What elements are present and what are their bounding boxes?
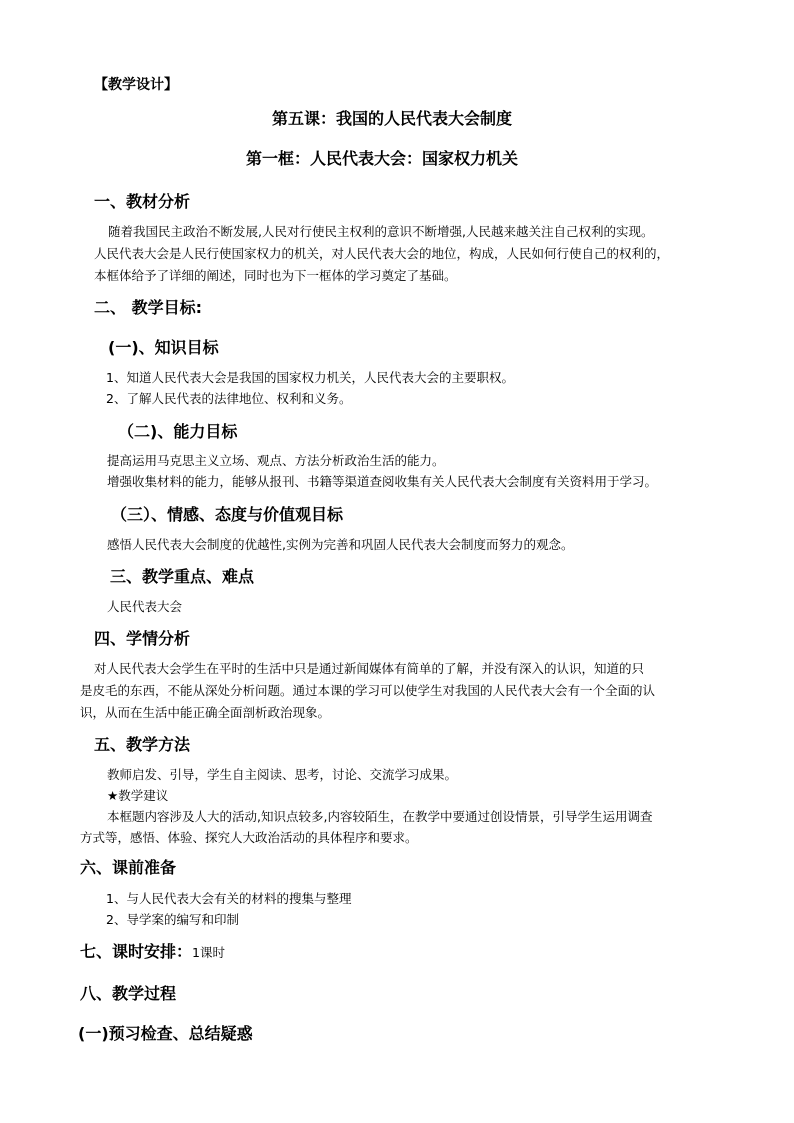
heading-student-analysis: 四、学情分析 bbox=[94, 629, 191, 648]
heading-knowledge-goals: (一)、知识目标 bbox=[108, 338, 219, 357]
doc-tag: 【教学设计】 bbox=[94, 77, 178, 93]
schedule-value: 1课时 bbox=[192, 945, 225, 960]
section-title: 第一框：人民代表大会：国家权力机关 bbox=[246, 149, 519, 168]
paragraph-line: 是皮毛的东西，不能从深处分析问题。通过本课的学习可以使学生对我国的人民代表大会有一个全面的认 bbox=[80, 683, 656, 698]
heading-emotion-goals: （三）、情感、态度与价值观目标 bbox=[111, 505, 344, 524]
paragraph-line: 提高运用马克思主义立场、观点、方法分析政治生活的能力。 bbox=[107, 453, 445, 468]
heading-teaching-process: 八、教学过程 bbox=[80, 984, 177, 1003]
paragraph-line: 识，从而在生活中能正确全面剖析政治现象。 bbox=[80, 705, 331, 720]
heading-textbook-analysis: 一、教材分析 bbox=[94, 192, 191, 211]
heading-preparation: 六、课前准备 bbox=[80, 858, 177, 877]
paragraph-line: 教师启发、引导，学生自主阅读、思考，讨论、交流学习成果。 bbox=[107, 767, 458, 782]
paragraph-line: 方式等，感悟、体验、探究人大政治活动的具体程序和要求。 bbox=[80, 830, 418, 845]
paragraph-line: 增强收集材料的能力，能够从报刊、书籍等渠道查阅收集有关人民代表大会制度有关资料用于学习。 bbox=[107, 474, 658, 489]
heading-key-points: 三、教学重点、难点 bbox=[110, 567, 255, 586]
heading-teaching-methods: 五、教学方法 bbox=[94, 735, 191, 754]
paragraph-line: 感悟人民代表大会制度的优越性,实例为完善和巩固人民代表大会制度而努力的观念。 bbox=[107, 537, 574, 552]
schedule-label: 七、课时安排： bbox=[80, 942, 193, 961]
heading-teaching-goals: 二、 教学目标: bbox=[94, 298, 202, 317]
paragraph-line: 本框题内容涉及人大的活动,知识点较多,内容较陌生，在教学中要通过创设情景，引导学生运用调查 bbox=[107, 809, 653, 824]
paragraph-line: ★教学建议 bbox=[107, 788, 169, 803]
paragraph-line: 对人民代表大会学生在平时的生活中只是通过新闻媒体有简单的了解，并没有深入的认识，知道的只 bbox=[94, 661, 645, 676]
list-item: 1、与人民代表大会有关的材料的搜集与整理 bbox=[106, 891, 352, 906]
list-item: 1、知道人民代表大会是我国的国家权力机关，人民代表大会的主要职权。 bbox=[106, 370, 514, 385]
heading-ability-goals: （二)、能力目标 bbox=[118, 422, 238, 441]
heading-preview-check: (一)预习检查、总结疑惑 bbox=[78, 1024, 253, 1043]
list-item: 2、了解人民代表的法律地位、权利和义务。 bbox=[106, 391, 352, 406]
paragraph-line: 随着我国民主政治不断发展,人民对行使民主权利的意识不断增强,人民越来越关注自己权利的实现。 bbox=[108, 224, 654, 239]
paragraph-line: 本框体给予了详细的阐述，同时也为下一框体的学习奠定了基础。 bbox=[94, 268, 457, 283]
paragraph-line: 人民代表大会 bbox=[107, 599, 183, 614]
heading-schedule bbox=[80, 942, 225, 961]
list-item: 2、导学案的编写和印制 bbox=[106, 912, 239, 927]
paragraph-line: 人民代表大会是人民行使国家权力的机关，对人民代表大会的地位，构成，人民如何行使自己的权利的， bbox=[94, 246, 670, 261]
lesson-title: 第五课：我国的人民代表大会制度 bbox=[272, 109, 513, 128]
